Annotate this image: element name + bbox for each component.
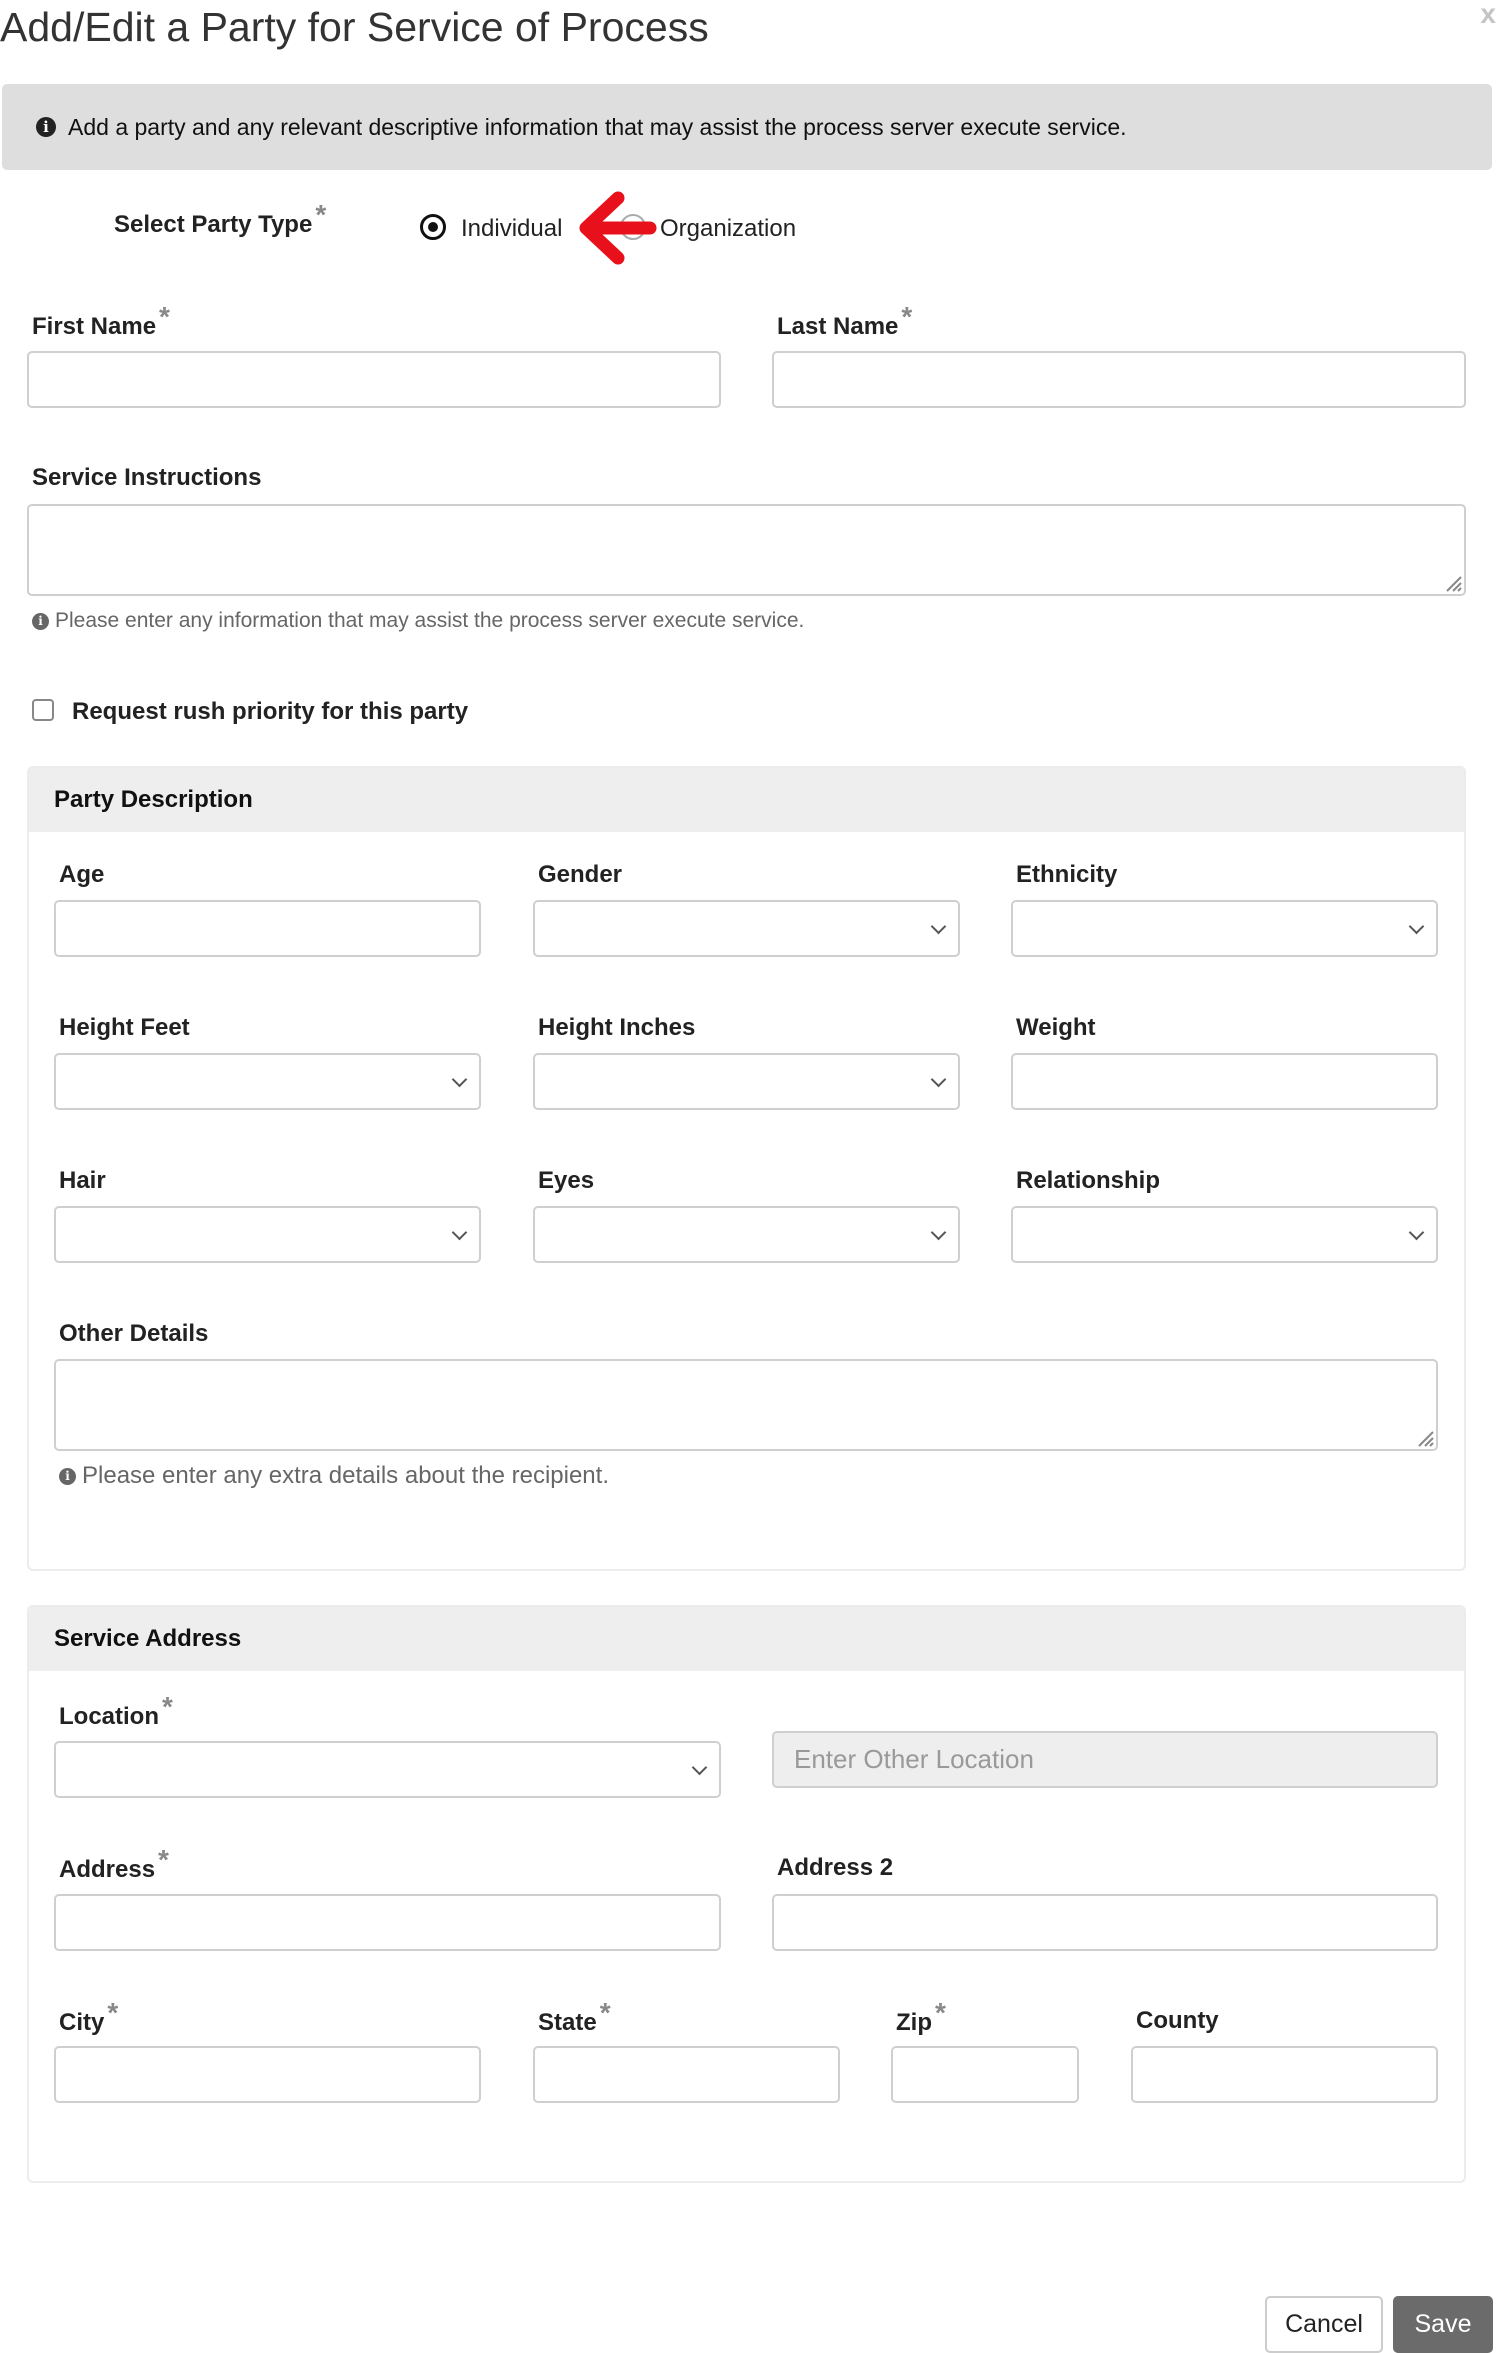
save-button[interactable]: Save: [1393, 2296, 1493, 2353]
first-name-input[interactable]: [27, 351, 721, 408]
required-asterisk: *: [162, 1691, 173, 1722]
address2-input[interactable]: [772, 1894, 1438, 1951]
relationship-label: Relationship: [1016, 1167, 1161, 1194]
required-asterisk: *: [107, 1997, 119, 2028]
cancel-button[interactable]: Cancel: [1265, 2296, 1383, 2353]
height-feet-label: Height Feet: [59, 1014, 190, 1041]
chevron-down-icon: [931, 918, 947, 934]
height-inches-select[interactable]: [533, 1053, 960, 1110]
required-asterisk: *: [599, 1997, 611, 2028]
weight-input[interactable]: [1011, 1053, 1438, 1110]
city-input[interactable]: [54, 2046, 481, 2103]
gender-label: Gender: [538, 861, 623, 888]
age-label: Age: [59, 861, 105, 888]
ethnicity-label: Ethnicity: [1016, 861, 1118, 888]
chevron-down-icon: [931, 1071, 947, 1087]
info-icon: i: [59, 1468, 76, 1485]
required-asterisk: *: [901, 301, 913, 332]
dialog-title: Add/Edit a Party for Service of Process: [0, 4, 709, 50]
rush-priority-label[interactable]: Request rush priority for this party: [72, 698, 469, 725]
first-name-label: First Name *: [32, 301, 170, 340]
weight-label: Weight: [1016, 1014, 1096, 1041]
height-inches-label: Height Inches: [538, 1014, 696, 1041]
party-description-heading: Party Description: [29, 768, 1464, 832]
chevron-down-icon: [1409, 1224, 1425, 1240]
other-location-input[interactable]: [772, 1731, 1438, 1788]
zip-input[interactable]: [891, 2046, 1079, 2103]
required-asterisk: *: [935, 1997, 946, 2028]
hair-select[interactable]: [54, 1206, 481, 1263]
info-banner-text: Add a party and any relevant descriptive information that may assist the process server execute service.: [68, 113, 1127, 140]
eyes-select[interactable]: [533, 1206, 960, 1263]
county-input[interactable]: [1131, 2046, 1438, 2103]
rush-priority-checkbox[interactable]: [32, 699, 54, 721]
service-instructions-wrap: [27, 504, 1466, 596]
chevron-down-icon: [452, 1224, 468, 1240]
resize-grip-icon[interactable]: [1442, 572, 1462, 592]
chevron-down-icon: [692, 1759, 708, 1775]
required-asterisk: *: [158, 1844, 169, 1875]
relationship-select[interactable]: [1011, 1206, 1438, 1263]
other-details-label: Other Details: [59, 1320, 209, 1347]
county-label: County: [1136, 2007, 1219, 2034]
city-label: City *: [59, 1997, 119, 2036]
address-label: Address *: [59, 1844, 169, 1883]
other-details-wrap: [54, 1359, 1438, 1451]
location-label: Location *: [59, 1691, 173, 1730]
required-asterisk: *: [315, 199, 327, 230]
address2-label: Address 2: [777, 1854, 894, 1881]
red-arrow-annotation: [572, 190, 658, 266]
service-instructions-help: [32, 609, 804, 633]
other-details-help-text: Please enter any extra details about the recipient.: [82, 1462, 609, 1489]
close-icon[interactable]: x: [1480, 0, 1496, 29]
party-type-label: Select Party Type *: [114, 199, 327, 238]
service-instructions-label: Service Instructions: [32, 464, 262, 491]
chevron-down-icon: [931, 1224, 947, 1240]
info-icon: i: [32, 613, 49, 630]
radio-organization-label[interactable]: Organization: [660, 215, 797, 242]
hair-label: Hair: [59, 1167, 106, 1194]
last-name-label: Last Name *: [777, 301, 913, 340]
resize-grip-icon[interactable]: [1414, 1427, 1434, 1447]
required-asterisk: *: [159, 301, 170, 332]
state-input[interactable]: [533, 2046, 840, 2103]
radio-individual-label[interactable]: Individual: [461, 215, 563, 242]
age-input[interactable]: [54, 900, 481, 957]
chevron-down-icon: [1409, 918, 1425, 934]
radio-individual[interactable]: [420, 214, 446, 240]
other-details-textarea[interactable]: [54, 1359, 1438, 1451]
service-instructions-help-text: Please enter any information that may assist the process server execute service.: [55, 609, 805, 632]
chevron-down-icon: [452, 1071, 468, 1087]
gender-select[interactable]: [533, 900, 960, 957]
service-address-heading: Service Address: [29, 1607, 1464, 1671]
service-instructions-textarea[interactable]: [27, 504, 1466, 596]
state-label: State *: [538, 1997, 611, 2036]
ethnicity-select[interactable]: [1011, 900, 1438, 957]
info-icon: i: [36, 117, 56, 137]
info-banner: [2, 84, 1492, 170]
eyes-label: Eyes: [538, 1167, 595, 1194]
zip-label: Zip *: [896, 1997, 946, 2036]
other-details-help: [59, 1462, 609, 1490]
address-input[interactable]: [54, 1894, 721, 1951]
height-feet-select[interactable]: [54, 1053, 481, 1110]
last-name-input[interactable]: [772, 351, 1466, 408]
location-select[interactable]: [54, 1741, 721, 1798]
